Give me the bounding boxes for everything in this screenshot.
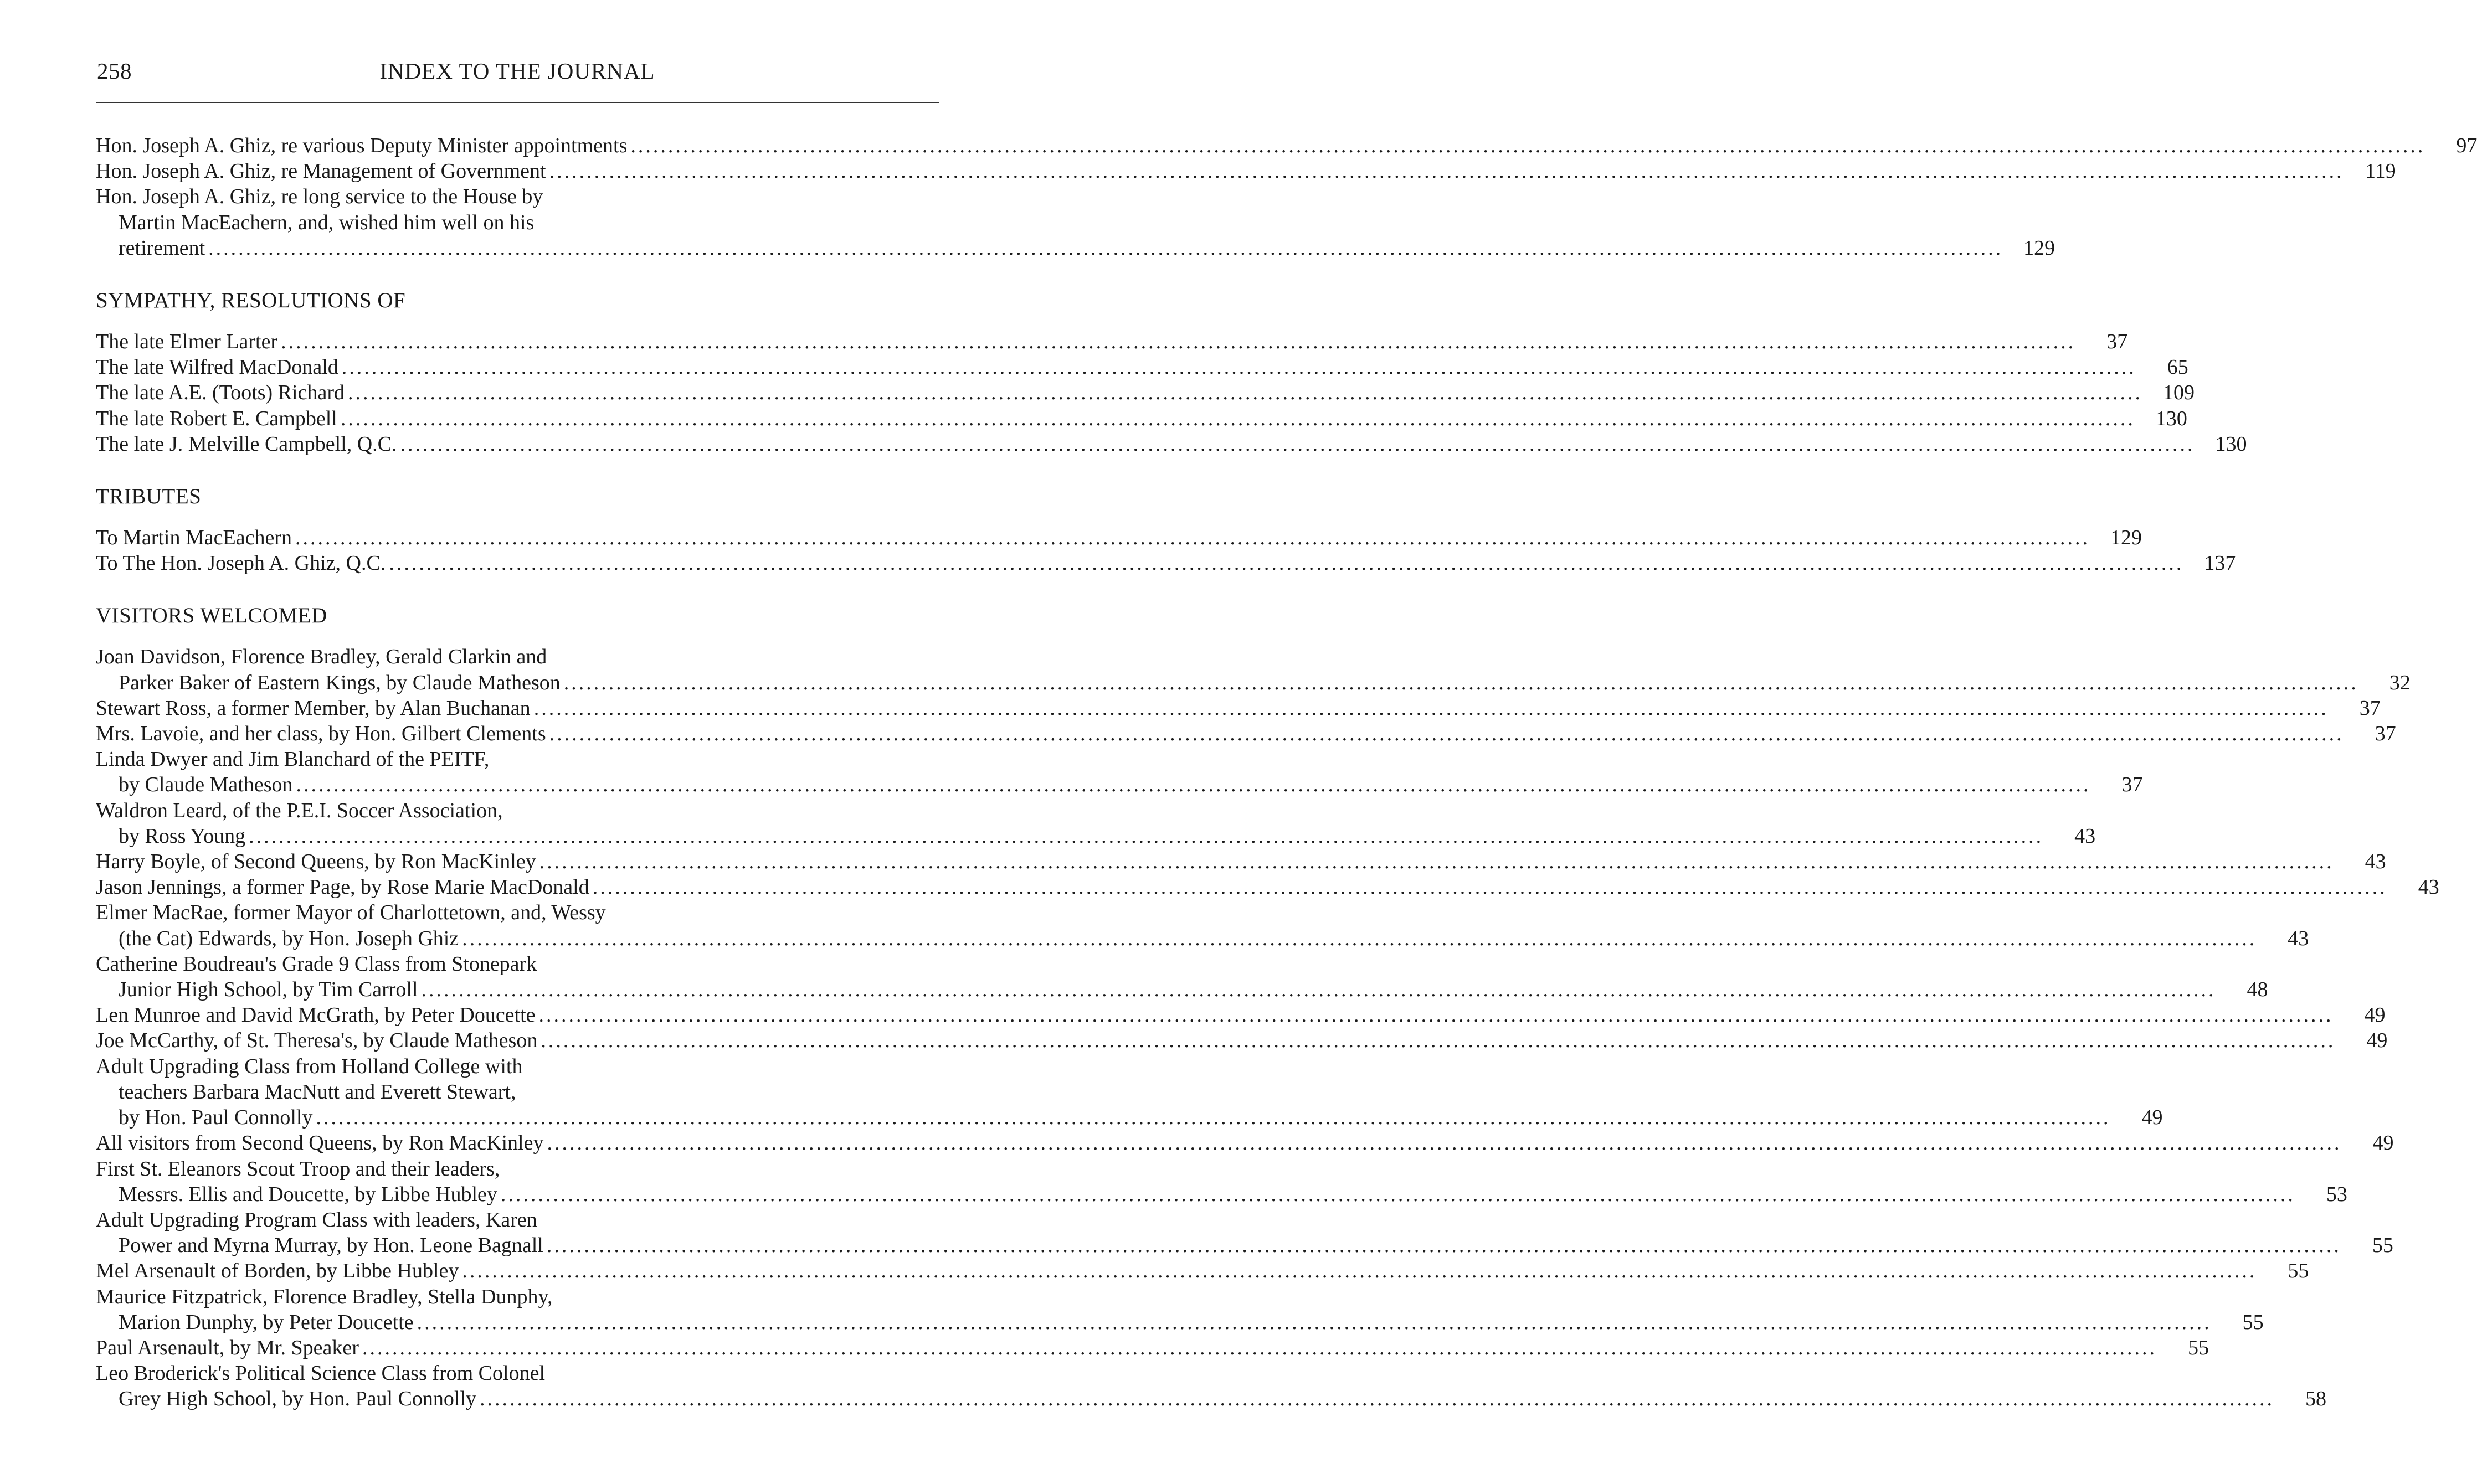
entry-final-line — [96, 1258, 2309, 1284]
entry-final-line — [96, 772, 2143, 797]
index-entry — [96, 1054, 2163, 1131]
index-entry — [96, 695, 2381, 721]
dot-leader: ................................................................................................................................................................................................................................................ — [340, 406, 2135, 430]
index-entry — [96, 1207, 2393, 1258]
dot-leader: ................................................................................................................................................................................................................................................ — [316, 1106, 2111, 1130]
index-entry — [96, 900, 2309, 951]
index-entry — [96, 1130, 2394, 1156]
entry-final-line — [96, 1335, 2209, 1361]
entry-final-line — [96, 1310, 2264, 1335]
entry-text-line: The late J. Melville Campbell, Q.C. — [96, 432, 397, 456]
page-reference: 109 — [2163, 381, 2195, 405]
page-number: 258 — [97, 58, 132, 84]
index-section — [96, 483, 2236, 576]
dot-leader: ................................................................................................................................................................................................................................................ — [547, 1131, 2342, 1155]
entry-text-line: Joan Davidson, Florence Bradley, Gerald Clarkin and — [96, 645, 547, 669]
index-entry — [96, 644, 2411, 695]
dot-leader: ................................................................................................................................................................................................................................................ — [500, 1182, 2295, 1206]
entry-text-line: The late Elmer Larter — [96, 330, 278, 354]
index-entry — [96, 798, 2096, 849]
entry-final-line — [96, 525, 2142, 550]
header-rule — [96, 102, 939, 103]
index-entry — [96, 849, 2386, 874]
entry-text-line: Adult Upgrading Program Class with leaders, Karen — [96, 1208, 537, 1231]
index-entry — [96, 354, 2188, 380]
entry-final-line — [96, 431, 2247, 457]
entry-text-line: To Martin MacEachern — [96, 526, 292, 550]
page-reference: 55 — [2187, 1336, 2209, 1359]
page-reference: 130 — [2155, 406, 2187, 430]
entry-text-line: Parker Baker of Eastern Kings, by Claude Matheson — [119, 671, 561, 694]
index-entry — [96, 380, 2195, 405]
entry-final-line — [96, 1130, 2394, 1156]
entry-text-line: The late Wilfred MacDonald — [96, 355, 338, 379]
dot-leader: ................................................................................................................................................................................................................................................ — [479, 1387, 2274, 1411]
entry-text-line: Jason Jennings, a former Page, by Rose Marie MacDonald — [96, 875, 589, 899]
entry-text-line: To The Hon. Joseph A. Ghiz, Q.C. — [96, 552, 386, 575]
entry-final-line — [96, 1105, 2163, 1130]
page-reference: 119 — [2365, 159, 2396, 183]
index-entry — [96, 746, 2143, 797]
page-reference: 130 — [2215, 432, 2247, 456]
dot-leader: ................................................................................................................................................................................................................................................ — [541, 1029, 2336, 1053]
index-entry — [96, 525, 2142, 550]
entry-text-line: All visitors from Second Queens, by Ron MacKinley — [96, 1131, 544, 1155]
entry-final-line — [96, 977, 2268, 1002]
page-reference: 97 — [2456, 134, 2477, 157]
entry-text-line: Hon. Joseph A. Ghiz, re various Deputy Minister appointments — [96, 134, 628, 157]
page-reference: 37 — [2359, 696, 2381, 720]
dot-leader: ................................................................................................................................................................................................................................................ — [538, 1003, 2334, 1027]
index-entry — [96, 1258, 2309, 1284]
entry-text-line: Power and Myrna Murray, by Hon. Leone Bagnall — [119, 1234, 543, 1258]
entry-text-line: Hon. Joseph A. Ghiz, re long service to the House by — [96, 185, 543, 209]
dot-leader: ................................................................................................................................................................................................................................................ — [249, 824, 2044, 848]
page-reference: 65 — [2167, 355, 2188, 379]
entry-final-line — [96, 1386, 2326, 1411]
dot-leader: ................................................................................................................................................................................................................................................ — [341, 355, 2136, 379]
entry-text-line: Linda Dwyer and Jim Blanchard of the PEITF, — [96, 748, 490, 771]
page-reference: 37 — [2375, 722, 2396, 746]
entry-text-line: by Hon. Paul Connolly — [119, 1106, 313, 1130]
entry-final-line — [96, 235, 2055, 261]
entry-text-line: Paul Arsenault, by Mr. Speaker — [96, 1336, 359, 1359]
entry-final-line — [96, 926, 2309, 951]
entry-final-line — [96, 133, 2477, 158]
entry-text-line: Leo Broderick's Political Science Class from Colonel — [96, 1362, 546, 1385]
page-reference: 43 — [2074, 824, 2096, 848]
entry-text-line: Mel Arsenault of Borden, by Libbe Hubley — [96, 1259, 459, 1283]
entry-text-line: by Claude Matheson — [119, 773, 293, 797]
entry-final-line — [96, 1028, 2388, 1053]
entry-final-line — [96, 1002, 2386, 1028]
page-reference: 55 — [2288, 1259, 2309, 1283]
dot-leader: ................................................................................................................................................................................................................................................ — [549, 159, 2344, 183]
page-header — [96, 58, 939, 91]
dot-leader: ................................................................................................................................................................................................................................................ — [348, 381, 2142, 405]
index-entry — [96, 133, 2477, 158]
page-reference: 53 — [2326, 1182, 2347, 1206]
entry-text-line: Joe McCarthy, of St. Theresa's, by Claude Matheson — [96, 1029, 538, 1053]
page-reference: 49 — [2366, 1029, 2388, 1053]
page-reference: 32 — [2389, 671, 2411, 694]
index-entry — [96, 184, 2055, 261]
index-entry — [96, 1156, 2347, 1207]
entry-final-line — [96, 823, 2096, 849]
entry-text-line: Elmer MacRae, former Mayor of Charlottetown, and, Wessy — [96, 901, 606, 925]
entry-final-line — [96, 329, 2128, 354]
entry-text-line: Martin MacEachern, and, wished him well on his — [119, 210, 535, 234]
dot-leader: ................................................................................................................................................................................................................................................ — [296, 773, 2091, 797]
entry-final-line — [96, 354, 2188, 380]
entry-text-line: Catherine Boudreau's Grade 9 Class from Stonepark — [96, 952, 537, 976]
page-reference: 43 — [2418, 875, 2439, 899]
entry-text-line: Hon. Joseph A. Ghiz, re Management of Government — [96, 159, 546, 183]
index-entry — [96, 721, 2396, 746]
entry-text-line: First St. Eleanors Scout Troop and their leaders, — [96, 1157, 500, 1181]
entry-text-line: Len Munroe and David McGrath, by Peter Doucette — [96, 1003, 536, 1027]
entry-text-line: Waldron Leard, of the P.E.I. Soccer Association, — [96, 798, 503, 822]
entry-text-line: Harry Boyle, of Second Queens, by Ron MacKinley — [96, 850, 536, 874]
page-reference: 137 — [2204, 552, 2236, 575]
dot-leader: ................................................................................................................................................................................................................................................ — [533, 696, 2329, 720]
entry-text-line: Messrs. Ellis and Doucette, by Libbe Hubley — [119, 1182, 497, 1206]
dot-leader: ................................................................................................................................................................................................................................................ — [549, 722, 2344, 746]
entry-text-line: The late Robert E. Campbell — [96, 406, 337, 430]
page-reference: 129 — [2023, 236, 2055, 260]
index-entry — [96, 550, 2236, 576]
entry-text-line: Maurice Fitzpatrick, Florence Bradley, Stella Dunphy, — [96, 1285, 553, 1308]
page-reference: 37 — [2121, 773, 2143, 797]
dot-leader: ................................................................................................................................................................................................................................................ — [295, 526, 2090, 550]
entry-final-line — [96, 158, 2396, 184]
entry-final-line — [96, 721, 2396, 746]
dot-leader: ................................................................................................................................................................................................................................................ — [539, 850, 2334, 874]
index-entry — [96, 1361, 2326, 1411]
section-heading: TRIBUTES — [96, 485, 202, 509]
entry-text-line: retirement — [119, 236, 205, 260]
page-reference: 43 — [2365, 850, 2386, 874]
dot-leader: ................................................................................................................................................................................................................................................ — [563, 671, 2358, 694]
dot-leader: ................................................................................................................................................................................................................................................ — [462, 926, 2257, 950]
page-reference: 43 — [2288, 926, 2309, 950]
index-entry — [96, 158, 2396, 184]
section-heading: VISITORS WELCOMED — [96, 604, 327, 628]
entry-text-line: by Ross Young — [119, 824, 246, 848]
dot-leader: ................................................................................................................................................................................................................................................ — [400, 432, 2195, 456]
index-section — [96, 602, 2439, 1411]
dot-leader: ................................................................................................................................................................................................................................................ — [281, 330, 2076, 354]
entry-final-line — [96, 1182, 2347, 1207]
index-section — [96, 133, 2477, 261]
entry-text-line: (the Cat) Edwards, by Hon. Joseph Ghiz — [119, 926, 459, 950]
dot-leader: ................................................................................................................................................................................................................................................ — [546, 1234, 2341, 1258]
dot-leader: ................................................................................................................................................................................................................................................ — [421, 978, 2216, 1002]
index-entry — [96, 1335, 2209, 1361]
entry-final-line — [96, 874, 2439, 900]
entry-final-line — [96, 550, 2236, 576]
index-entry — [96, 951, 2268, 1002]
page-reference: 49 — [2141, 1106, 2163, 1130]
entry-text-line: Mrs. Lavoie, and her class, by Hon. Gilbert Clements — [96, 722, 546, 746]
page-reference: 48 — [2247, 978, 2268, 1002]
dot-leader: ................................................................................................................................................................................................................................................ — [462, 1259, 2257, 1283]
index-entry — [96, 874, 2439, 900]
entry-text-line: teachers Barbara MacNutt and Everett Stewart, — [119, 1080, 516, 1104]
entry-text-line: The late A.E. (Toots) Richard — [96, 381, 345, 405]
entry-final-line — [96, 849, 2386, 874]
index-section — [96, 287, 2247, 457]
entry-text-line: Junior High School, by Tim Carroll — [119, 978, 418, 1002]
dot-leader: ................................................................................................................................................................................................................................................ — [208, 236, 2003, 260]
index-entry — [96, 406, 2187, 431]
dot-leader: ................................................................................................................................................................................................................................................ — [362, 1336, 2157, 1359]
index-entry — [96, 1284, 2264, 1335]
entry-text-line: Grey High School, by Hon. Paul Connolly — [119, 1387, 476, 1411]
dot-leader: ................................................................................................................................................................................................................................................ — [389, 552, 2184, 575]
entry-final-line — [96, 406, 2187, 431]
page-reference: 55 — [2242, 1310, 2264, 1334]
entry-final-line — [96, 695, 2381, 721]
entry-final-line — [96, 1233, 2393, 1258]
entry-text-line: Stewart Ross, a former Member, by Alan Buchanan — [96, 696, 531, 720]
dot-leader: ................................................................................................................................................................................................................................................ — [630, 134, 2425, 157]
page-reference: 49 — [2364, 1003, 2386, 1027]
page-reference: 37 — [2106, 330, 2128, 354]
page-reference: 49 — [2372, 1131, 2394, 1155]
page-reference: 55 — [2372, 1234, 2393, 1258]
index-entry — [96, 431, 2247, 457]
dot-leader: ................................................................................................................................................................................................................................................ — [592, 875, 2387, 899]
page-reference: 129 — [2110, 526, 2142, 550]
index-entry — [96, 1002, 2386, 1028]
index-entry — [96, 329, 2128, 354]
entry-text-line: Marion Dunphy, by Peter Doucette — [119, 1310, 414, 1334]
section-heading: SYMPATHY, RESOLUTIONS OF — [96, 288, 406, 313]
dot-leader: ................................................................................................................................................................................................................................................ — [417, 1310, 2212, 1334]
entry-text-line: Adult Upgrading Class from Holland College with — [96, 1054, 523, 1078]
index-content — [96, 133, 2477, 1439]
index-entry — [96, 1028, 2388, 1053]
running-title: INDEX TO THE JOURNAL — [379, 58, 655, 84]
entry-final-line — [96, 670, 2411, 695]
entry-final-line — [96, 380, 2195, 405]
page-reference: 58 — [2305, 1387, 2326, 1411]
